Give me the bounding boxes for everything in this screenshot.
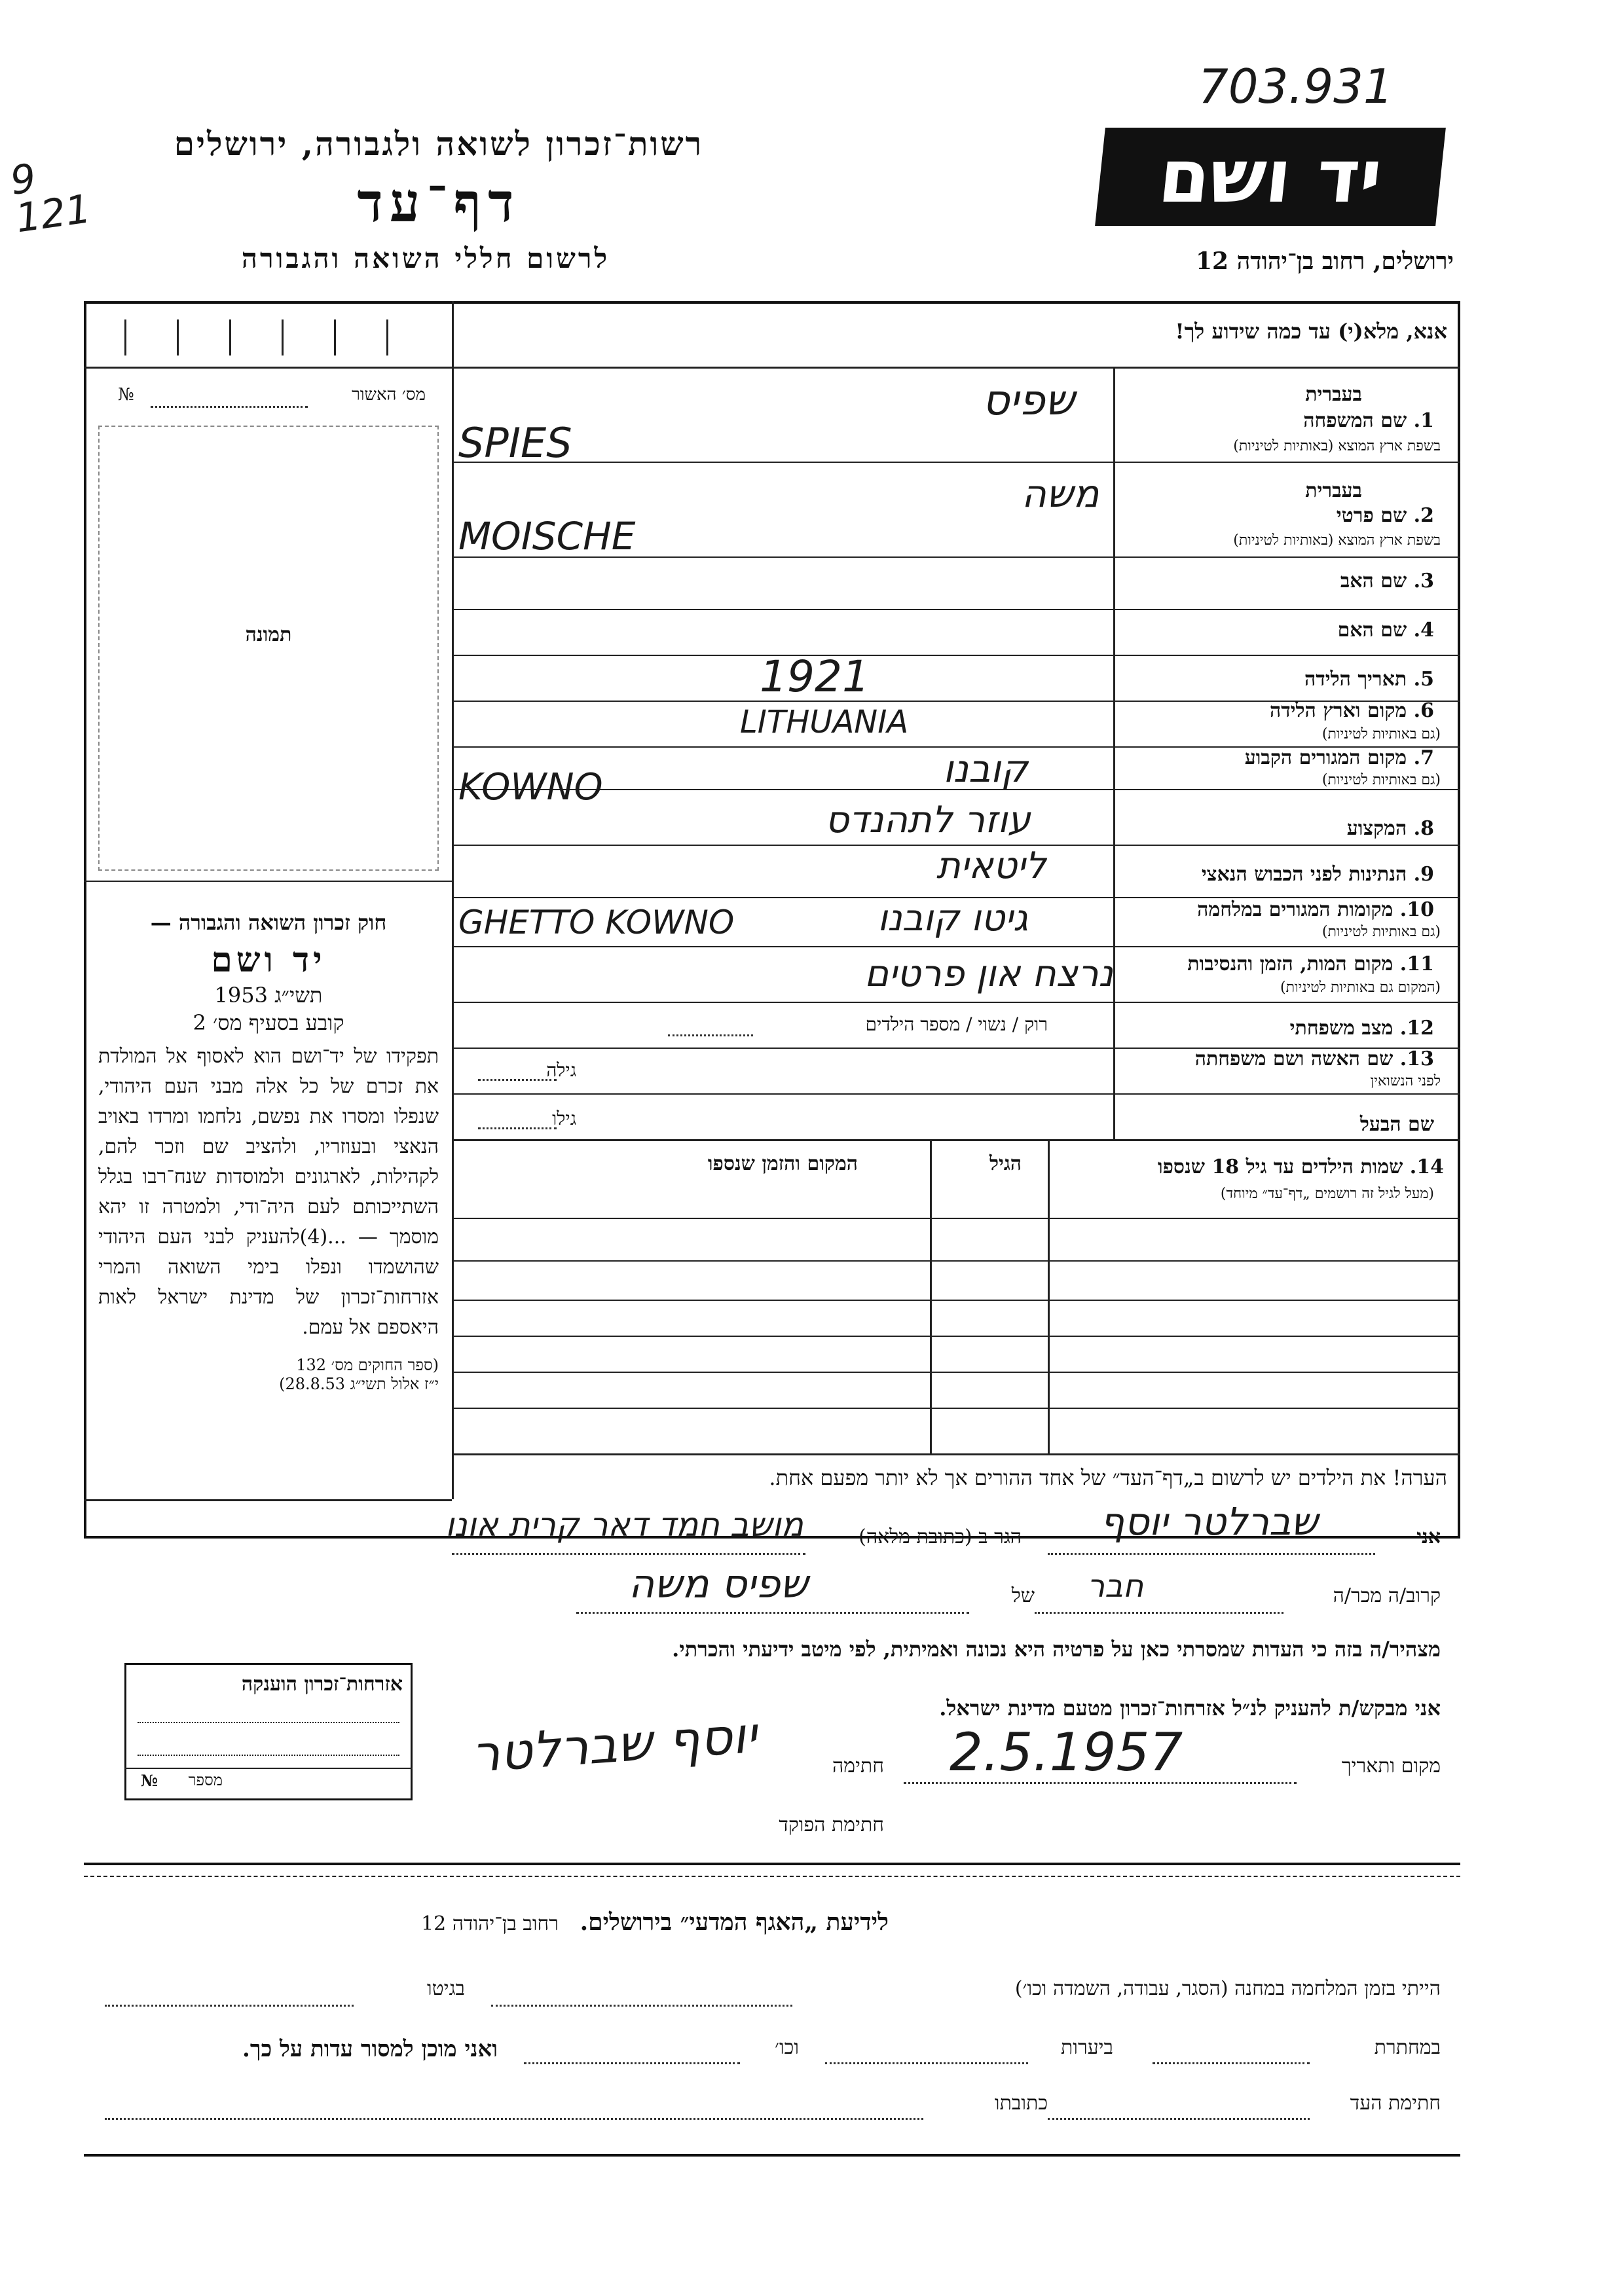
field-1-sub: בשפת ארץ המוצא (באותיות לטיניות) [1233, 438, 1441, 454]
field-7-text: מקום המגורים הקבוע [1244, 746, 1407, 769]
birth-place-value[interactable]: LITHUANIA [740, 704, 909, 740]
field-6-label: 6. מקום וארץ הלידה [1269, 699, 1434, 722]
field-3-text: שם האב [1340, 570, 1407, 592]
form-title: דף־עד [357, 172, 521, 234]
bottom-line3-b: כתובתו [994, 2092, 1048, 2115]
field-4-label: 4. שם האם [1337, 619, 1434, 642]
field-6-text: מקום וארץ הלידה [1269, 699, 1407, 722]
wartime-residence-latin-value[interactable]: GHETTO KOWNO [458, 903, 735, 941]
relation-label: קרוב/ה מכר/ה [1333, 1584, 1441, 1607]
approval-tick-boxes [105, 313, 432, 359]
field-7-label: 7. מקום המגורים הקבוע [1244, 746, 1434, 769]
children-place-column: המקום והזמן שנספו [707, 1152, 858, 1175]
law-text: תפקידו של יד־ושם הוא לאסוף אל המולדת את זכרם של כל אלה מבני העם היהודי, שנפלו ומסרו את נפשם, נלחמו ומרדו באויב הנאצי ובעוזריו, ולהציב שם וזכר להם, לקהילות, לארגונים ולמוסדות שנח־רבו בגלל השתייכותם לעם היה־ודי, ולמטרה זו יהא מוסמך — ...(4)להעניק לבני העם היהודי שהושמדו ונפלו בימי השואה והמרי אזרחות־זכרון של מדינת ישראל לאות היאספם אל עמם. [98, 1045, 439, 1339]
declarant-name[interactable]: שברלטר יוסף [1100, 1499, 1318, 1544]
law-title: חוק זכרון השואה והגבורה — [150, 910, 387, 935]
field-11-text: מקום המות, הזמן והנסיבות [1187, 953, 1393, 975]
field-11-label: 11. מקום המות, הזמן והנסיבות [1187, 953, 1434, 975]
law-year: תשי״ג 1953 [214, 983, 323, 1008]
law-name: יד ושם [211, 940, 326, 980]
field-5-text: תאריך הלידה [1304, 668, 1407, 691]
wartime-residence-hebrew-value[interactable]: גיטו קובנו [877, 897, 1029, 939]
surname-latin-value[interactable]: SPIES [458, 419, 572, 467]
bottom-title-line [131, 1908, 1179, 1936]
declaration-request: אני מבקש/ת להעניק לנ״ל אזרחות־זכרון מטעם מדינת ישראל. [939, 1696, 1441, 1721]
husband-age-label: גילו [552, 1108, 576, 1129]
of-label: של [1011, 1584, 1035, 1607]
children-age-column: הגיל [989, 1152, 1022, 1175]
field-9-text: הנתינות לפני הכבוש הנאצי [1201, 863, 1407, 886]
signature-label: חתימה [832, 1755, 884, 1777]
bottom-line2-d: ואני מוכן למסור עדות על כך. [242, 2036, 498, 2062]
first-name-latin-value[interactable]: MOISCHE [458, 514, 636, 558]
children-note: הערה! את הילדים יש לרשום ב„דף־העד״ של אחד ההורים אך לא יותר מפעם אחת. [769, 1465, 1447, 1490]
yad-vashem-logo [1095, 128, 1446, 226]
law-clause: קובע בסעיף מס׳ 2 [193, 1010, 344, 1035]
declaration-statement: מצהיר/ה בזה כי העדות שמסרתי כאן על פרטיה היא נכונה ואמיתית, לפי מיטב ידיעתי והכרתי. [672, 1637, 1441, 1662]
bottom-line2-a: במחתרת [1374, 2036, 1441, 2059]
file-number: 703.931 [1198, 59, 1393, 114]
field-3-label: 3. שם האב [1340, 570, 1434, 592]
place-date-value[interactable]: 2.5.1957 [950, 1722, 1183, 1783]
bottom-line1-start: הייתי בזמן המלחמה במחנה (הסגר, עבודה, השמדה וכו׳) [1014, 1977, 1441, 2000]
children-text: שמות הילדים עד גיל 18 שנספו [1157, 1156, 1403, 1178]
law-block [98, 910, 439, 1394]
field-1-label: 1. שם המשפחה [1303, 409, 1434, 432]
birth-date-value[interactable]: 1921 [760, 651, 870, 702]
of-person-value[interactable]: שפיס משה [629, 1561, 808, 1607]
citizenship-no-sign: № [141, 1771, 158, 1790]
field-2-text: שם פרטי [1336, 504, 1407, 527]
profession-value[interactable]: עוזר לתהנדס [825, 799, 1031, 841]
bottom-line2-c: וכו׳ [775, 2036, 799, 2059]
children-sub: (מעל לגיל זה רושמים „דף־עד״ מיוחד) [1220, 1186, 1434, 1202]
logo-text: יד ושם [1154, 134, 1386, 219]
citizenship-number-label: מספר [188, 1771, 223, 1789]
field-4-text: שם האם [1337, 619, 1407, 642]
hebrew-label-2: בעברית [1305, 479, 1362, 502]
bottom-address: רחוב בן־יהודה 12 [421, 1912, 559, 1935]
declaration-i-label: אני [1416, 1525, 1441, 1548]
field-8-label: 8. המקצוע [1346, 817, 1434, 840]
bottom-line2-b: ביערות [1060, 2036, 1113, 2059]
header-address: ירושלים, רחוב בן־יהודה 12 [1195, 247, 1454, 275]
field-13-label: 13. שם האשה ושם משפחתה [1194, 1048, 1434, 1070]
field-5-label: 5. תאריך הלידה [1304, 668, 1434, 691]
form-instruction: אנא, מלא(י) עד כמה שידוע לך! [1175, 319, 1447, 344]
margin-note: 9 121 [7, 155, 94, 242]
law-source-1: (ספר החוקים מס׳ 132 [296, 1356, 439, 1374]
address-label: הגר ב (כתובת מלאה) [858, 1525, 1022, 1548]
approval-no-sign: № [118, 385, 134, 405]
field-9-label: 9. הנתינות לפני הכבוש הנאצי [1201, 863, 1434, 886]
marital-status-options[interactable]: רוק / נשוי / מספר הילדים [865, 1013, 1048, 1035]
photo-label: תמונה [245, 623, 292, 646]
bottom-line1-end: בגיטו [426, 1977, 465, 2000]
surname-hebrew-value[interactable]: שפיס [982, 376, 1075, 425]
death-circumstances-value[interactable]: נרצח און פרטים [864, 953, 1113, 995]
field-2-sub: בשפת ארץ המוצא (באותיות לטיניות) [1233, 532, 1441, 549]
children-label: 14. שמות הילדים עד גיל 18 שנספו [1157, 1156, 1444, 1178]
approval-label: מס׳ האשור [352, 385, 426, 405]
field-11-sub: (המקום גם באותיות לטיניות) [1280, 979, 1441, 996]
field-2-label: 2. שם פרטי [1336, 504, 1434, 527]
declarant-signature[interactable]: יוסף שברלטר [470, 1705, 759, 1784]
field-13-sub: לפני הנשואין [1370, 1073, 1441, 1089]
bottom-line3-a: חתימת העד [1350, 2092, 1441, 2115]
wife-age-label: גילה [546, 1059, 576, 1081]
first-name-hebrew-value[interactable]: משה [1022, 471, 1099, 516]
citizenship-title: אזרחות־זכרון הוענקה [241, 1673, 403, 1696]
relation-value[interactable]: חבר [1087, 1568, 1144, 1605]
husband-name-label: שם הבעל [1359, 1113, 1434, 1136]
form-subtitle: לרשום חללי השואה והגבורה [241, 242, 610, 274]
residence-hebrew-value[interactable]: קובנו [943, 746, 1028, 791]
photo-area[interactable] [98, 426, 439, 871]
field-10-label: 10. מקומות המגורים במלחמה [1197, 898, 1434, 921]
field-6-sub: (גם באותיות לטיניות) [1321, 726, 1441, 742]
field-12-label: 12. מצב משפחתי [1289, 1017, 1434, 1040]
field-13-text: שם האשה ושם משפחתה [1194, 1048, 1393, 1070]
field-12-text: מצב משפחתי [1289, 1017, 1393, 1040]
field-7-sub: (גם באותיות לטיניות) [1321, 772, 1441, 788]
field-10-sub: (גם באותיות לטיניות) [1321, 924, 1441, 940]
official-signature-label: חתימת הפוקד [779, 1813, 884, 1836]
organization-line: רשות־זכרון לשואה ולגבורה, ירושלים [174, 124, 704, 163]
residence-latin-value[interactable]: KOWNO [458, 766, 603, 809]
law-source-2: י״ז אלול תשי״ג 28.8.53) [279, 1375, 439, 1393]
field-10-text: מקומות המגורים במלחמה [1197, 898, 1393, 921]
hebrew-label-1: בעברית [1305, 383, 1362, 406]
place-date-label: מקום ותאריך [1341, 1755, 1441, 1777]
declarant-address[interactable]: מושב חמד דאר קרית אונו [445, 1506, 803, 1544]
field-8-text: המקצוע [1346, 817, 1407, 840]
bottom-title: לידיעת „האגף המדעי״ בירושלים. [580, 1908, 889, 1936]
field-1-text: שם המשפחה [1303, 409, 1407, 432]
citizenship-value[interactable]: ליטאית [936, 845, 1046, 887]
